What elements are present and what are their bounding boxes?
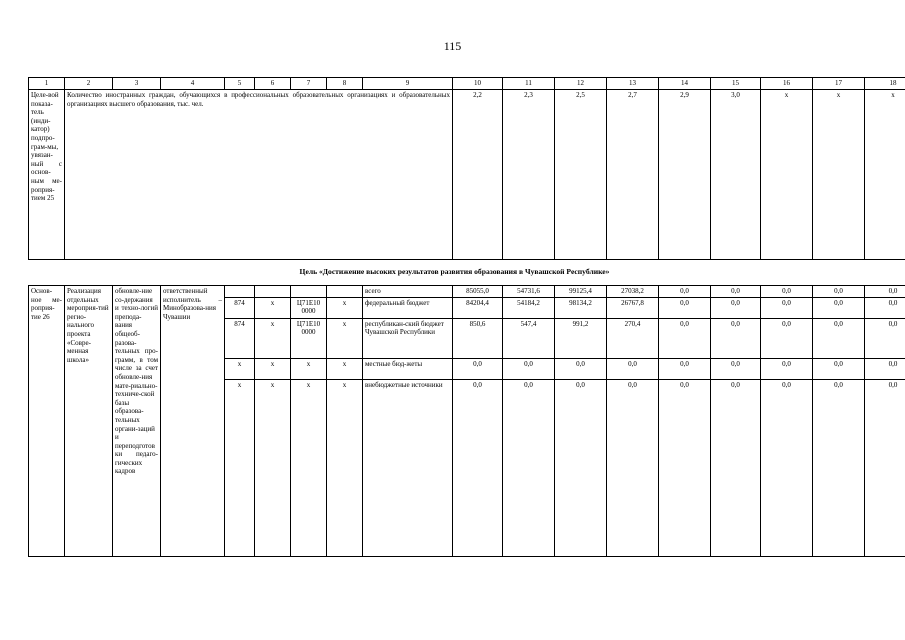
funding-value: 0,0 (659, 297, 711, 318)
column-number: 3 (113, 78, 161, 90)
budget-code: Ц71Е10 0000 (291, 297, 327, 318)
measure-executor: ответственный исполнитель – Минобразова-ния Чувашии (161, 286, 225, 557)
column-number: 10 (453, 78, 503, 90)
column-number: 9 (363, 78, 453, 90)
column-number: 6 (255, 78, 291, 90)
column-number: 11 (503, 78, 555, 90)
budget-code: х (255, 358, 291, 379)
column-number: 7 (291, 78, 327, 90)
indicator-row (29, 90, 905, 260)
funding-source: республикан-ский бюджет Чувашской Республики (363, 318, 453, 358)
budget-code (225, 286, 255, 298)
budget-code (327, 286, 363, 298)
budget-code: х (291, 379, 327, 556)
funding-value: 0,0 (453, 358, 503, 379)
indicator-value: 2,9 (659, 90, 711, 260)
budget-code: Ц71Е10 0000 (291, 318, 327, 358)
column-number: 18 (865, 78, 905, 90)
funding-value: 0,0 (813, 286, 865, 298)
funding-value: 99125,4 (555, 286, 607, 298)
funding-value: 98134,2 (555, 297, 607, 318)
column-number: 14 (659, 78, 711, 90)
funding-value: 0,0 (711, 318, 761, 358)
funding-value: 0,0 (813, 379, 865, 556)
indicator-value: 2,2 (453, 90, 503, 260)
indicator-value: 3,0 (711, 90, 761, 260)
budget-code (291, 286, 327, 298)
column-number: 12 (555, 78, 607, 90)
indicator-value: x (813, 90, 865, 260)
budget-code: х (291, 358, 327, 379)
budget-code: х (327, 297, 363, 318)
funding-value: 0,0 (659, 286, 711, 298)
funding-value: 0,0 (865, 379, 905, 556)
indicator-value: x (865, 90, 905, 260)
column-number: 4 (161, 78, 225, 90)
budget-code (255, 286, 291, 298)
funding-value: 84204,4 (453, 297, 503, 318)
funding-value: 0,0 (761, 358, 813, 379)
budget-code: х (327, 318, 363, 358)
indicator-value: x (761, 90, 813, 260)
indicator-label: Целе-вой показа-тель (инди-катор) подпро-грам-мы, увязан-ный с основ-ным ме-роприя-тием 25 (29, 90, 65, 260)
column-number: 16 (761, 78, 813, 90)
funding-value: 0,0 (659, 358, 711, 379)
measure-description: обновле-ние со-держания и техно-логий препода-вания общеоб-разова-тельных про-грамм, в том числе за счет обновле-ния мате-риально-техниче-ской базы образова-тельных органи-заций и переподготовки педаго-гических кадров (113, 286, 161, 557)
funding-value: 0,0 (453, 379, 503, 556)
measure-name: Реализация отдельных мероприя-тий регио-нального проекта «Совре-менная школа» (65, 286, 113, 557)
indicator-value: 2,5 (555, 90, 607, 260)
indicator-table (28, 77, 905, 260)
funding-value: 0,0 (503, 358, 555, 379)
budget-code: х (225, 358, 255, 379)
funding-source: внебюджетные источники (363, 379, 453, 556)
budget-code: х (255, 318, 291, 358)
budget-code: х (327, 379, 363, 556)
funding-value: 270,4 (607, 318, 659, 358)
funding-value: 0,0 (865, 286, 905, 298)
funding-value: 547,4 (503, 318, 555, 358)
budget-code: х (255, 379, 291, 556)
measure-table (28, 285, 905, 557)
goal-heading: Цель «Достижение высоких результатов развития образования в Чувашской Республике» (299, 267, 610, 276)
funding-source: федеральный бюджет (363, 297, 453, 318)
funding-value: 0,0 (813, 318, 865, 358)
budget-code: 874 (225, 318, 255, 358)
funding-value: 0,0 (711, 297, 761, 318)
funding-value: 0,0 (607, 358, 659, 379)
indicator-value: 2,7 (607, 90, 659, 260)
column-number: 8 (327, 78, 363, 90)
budget-code: х (255, 297, 291, 318)
column-number: 13 (607, 78, 659, 90)
column-number: 17 (813, 78, 865, 90)
budget-code: 874 (225, 297, 255, 318)
column-number: 15 (711, 78, 761, 90)
funding-value: 27038,2 (607, 286, 659, 298)
column-number: 5 (225, 78, 255, 90)
funding-value: 0,0 (711, 358, 761, 379)
funding-value: 0,0 (607, 379, 659, 556)
funding-value: 0,0 (865, 318, 905, 358)
budget-code: х (225, 379, 255, 556)
measure-label: Основ-ное ме-роприя-тие 26 (29, 286, 65, 557)
page-number: 115 (443, 39, 462, 53)
indicator-value: 2,3 (503, 90, 555, 260)
funding-value: 0,0 (503, 379, 555, 556)
funding-source: всего (363, 286, 453, 298)
funding-value: 0,0 (865, 297, 905, 318)
funding-value: 0,0 (761, 318, 813, 358)
funding-value: 54731,6 (503, 286, 555, 298)
funding-value: 991,2 (555, 318, 607, 358)
column-number: 2 (65, 78, 113, 90)
funding-value: 54184,2 (503, 297, 555, 318)
column-number: 1 (29, 78, 65, 90)
funding-value: 0,0 (813, 297, 865, 318)
funding-value: 26767,8 (607, 297, 659, 318)
funding-value: 0,0 (813, 358, 865, 379)
budget-code: х (327, 358, 363, 379)
funding-value: 0,0 (711, 286, 761, 298)
funding-value: 85055,0 (453, 286, 503, 298)
funding-value: 0,0 (865, 358, 905, 379)
funding-value: 0,0 (761, 379, 813, 556)
funding-row (29, 286, 905, 298)
indicator-text: Количество иностранных граждан, обучающихся в профессиональных образовательных организациях и образовательных организациях высшего образования, тыс. чел. (65, 90, 453, 260)
funding-value: 0,0 (711, 379, 761, 556)
funding-value: 0,0 (659, 318, 711, 358)
funding-value: 850,6 (453, 318, 503, 358)
funding-value: 0,0 (761, 297, 813, 318)
funding-value: 0,0 (555, 358, 607, 379)
funding-value: 0,0 (555, 379, 607, 556)
column-number-row (29, 78, 905, 90)
funding-source: местные бюд-жеты (363, 358, 453, 379)
funding-value: 0,0 (761, 286, 813, 298)
funding-value: 0,0 (659, 379, 711, 556)
